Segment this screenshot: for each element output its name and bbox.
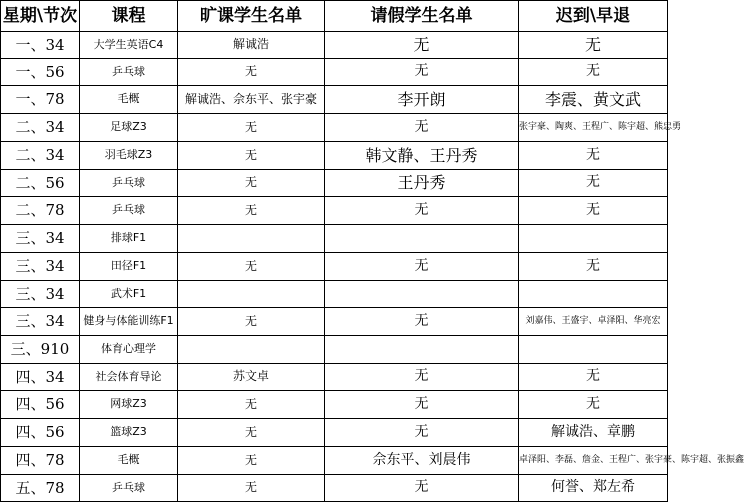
late-cell: 无 — [519, 253, 668, 281]
period-cell: 三、34 — [1, 253, 80, 281]
leave-cell: 无 — [325, 364, 519, 391]
leave-cell: 无 — [325, 308, 519, 336]
leave-cell — [325, 336, 519, 364]
period-cell: 四、56 — [1, 419, 80, 447]
course-cell: 大学生英语C4 — [80, 32, 178, 59]
absent-cell — [178, 281, 325, 308]
course-cell: 毛概 — [80, 447, 178, 475]
course-cell: 乒乓球 — [80, 59, 178, 86]
absent-cell: 无 — [178, 419, 325, 447]
late-cell: 李震、黄文武 — [519, 86, 668, 114]
late-cell — [519, 336, 668, 364]
leave-cell: 无 — [325, 253, 519, 281]
leave-cell: 无 — [325, 32, 519, 59]
table-row — [1, 281, 668, 308]
table-row — [1, 59, 668, 86]
leave-cell: 无 — [325, 59, 519, 86]
course-cell: 武术F1 — [80, 281, 178, 308]
period-cell: 一、34 — [1, 32, 80, 59]
header-leave-list: 请假学生名单 — [325, 1, 519, 32]
course-cell: 田径F1 — [80, 253, 178, 281]
leave-cell: 无 — [325, 114, 519, 142]
leave-cell: 佘东平、刘晨伟 — [325, 447, 519, 475]
table-row — [1, 253, 668, 281]
absent-cell: 无 — [178, 308, 325, 336]
period-cell: 一、56 — [1, 59, 80, 86]
period-cell: 二、78 — [1, 197, 80, 225]
course-cell: 社会体育导论 — [80, 364, 178, 391]
course-cell: 健身与体能训练F1 — [80, 308, 178, 336]
course-cell: 毛概 — [80, 86, 178, 114]
period-cell: 五、78 — [1, 475, 80, 502]
table-row — [1, 364, 668, 391]
course-cell: 网球Z3 — [80, 391, 178, 419]
table-row — [1, 336, 668, 364]
late-cell — [519, 225, 668, 253]
period-cell: 二、34 — [1, 142, 80, 170]
header-late-early: 迟到\早退 — [519, 1, 668, 32]
period-cell: 二、56 — [1, 170, 80, 197]
period-cell: 三、910 — [1, 336, 80, 364]
table-row — [1, 32, 668, 59]
absent-cell: 无 — [178, 114, 325, 142]
table-row — [1, 308, 668, 336]
absent-cell: 无 — [178, 253, 325, 281]
absent-cell: 无 — [178, 59, 325, 86]
absent-cell: 无 — [178, 197, 325, 225]
late-cell: 无 — [519, 142, 668, 170]
table-row — [1, 86, 668, 114]
late-cell: 何誉、郑左希 — [519, 475, 668, 502]
leave-cell: 无 — [325, 197, 519, 225]
absent-cell: 无 — [178, 142, 325, 170]
period-cell: 四、34 — [1, 364, 80, 391]
absent-cell: 无 — [178, 170, 325, 197]
table-row — [1, 225, 668, 253]
table-row — [1, 391, 668, 419]
late-cell: 无 — [519, 170, 668, 197]
table-row — [1, 419, 668, 447]
late-cell: 无 — [519, 32, 668, 59]
header-period: 星期\节次 — [1, 1, 80, 32]
period-cell: 四、56 — [1, 391, 80, 419]
absent-cell: 无 — [178, 475, 325, 502]
late-cell: 卓泽阳、李磊、詹金、王程广、张宇豪、陈宇超、张振鑫 — [519, 447, 668, 475]
period-cell: 三、34 — [1, 308, 80, 336]
late-cell: 解诚浩、章鹏 — [519, 419, 668, 447]
leave-cell — [325, 281, 519, 308]
leave-cell: 韩文静、王丹秀 — [325, 142, 519, 170]
table-row — [1, 475, 668, 502]
course-cell: 乒乓球 — [80, 170, 178, 197]
period-cell: 三、34 — [1, 281, 80, 308]
course-cell: 篮球Z3 — [80, 419, 178, 447]
leave-cell: 无 — [325, 419, 519, 447]
late-cell: 刘嘉伟、王盛宇、卓泽阳、华亮宏 — [519, 308, 668, 336]
course-cell: 足球Z3 — [80, 114, 178, 142]
late-cell — [519, 281, 668, 308]
leave-cell: 王丹秀 — [325, 170, 519, 197]
absent-cell: 无 — [178, 447, 325, 475]
table-row — [1, 197, 668, 225]
header-course: 课程 — [80, 1, 178, 32]
late-cell: 无 — [519, 59, 668, 86]
absent-cell — [178, 225, 325, 253]
leave-cell: 无 — [325, 475, 519, 502]
absent-cell — [178, 336, 325, 364]
table-row — [1, 170, 668, 197]
absent-cell: 无 — [178, 391, 325, 419]
late-cell: 张宇豪、陶爽、王程广、陈宇超、熊忠勇 — [519, 114, 668, 142]
header-row — [1, 1, 668, 32]
course-cell: 体育心理学 — [80, 336, 178, 364]
period-cell: 一、78 — [1, 86, 80, 114]
absent-cell: 苏文卓 — [178, 364, 325, 391]
table-row — [1, 142, 668, 170]
course-cell: 乒乓球 — [80, 197, 178, 225]
course-cell: 羽毛球Z3 — [80, 142, 178, 170]
absent-cell: 解诚浩 — [178, 32, 325, 59]
course-cell: 乒乓球 — [80, 475, 178, 502]
course-cell: 排球F1 — [80, 225, 178, 253]
period-cell: 三、34 — [1, 225, 80, 253]
absent-cell: 解诚浩、佘东平、张宇豪 — [178, 86, 325, 114]
late-cell: 无 — [519, 364, 668, 391]
period-cell: 四、78 — [1, 447, 80, 475]
late-cell: 无 — [519, 391, 668, 419]
header-absent-list: 旷课学生名单 — [178, 1, 325, 32]
late-cell: 无 — [519, 197, 668, 225]
period-cell: 二、34 — [1, 114, 80, 142]
table-row — [1, 447, 668, 475]
leave-cell — [325, 225, 519, 253]
leave-cell: 无 — [325, 391, 519, 419]
table-row — [1, 114, 668, 142]
leave-cell: 李开朗 — [325, 86, 519, 114]
